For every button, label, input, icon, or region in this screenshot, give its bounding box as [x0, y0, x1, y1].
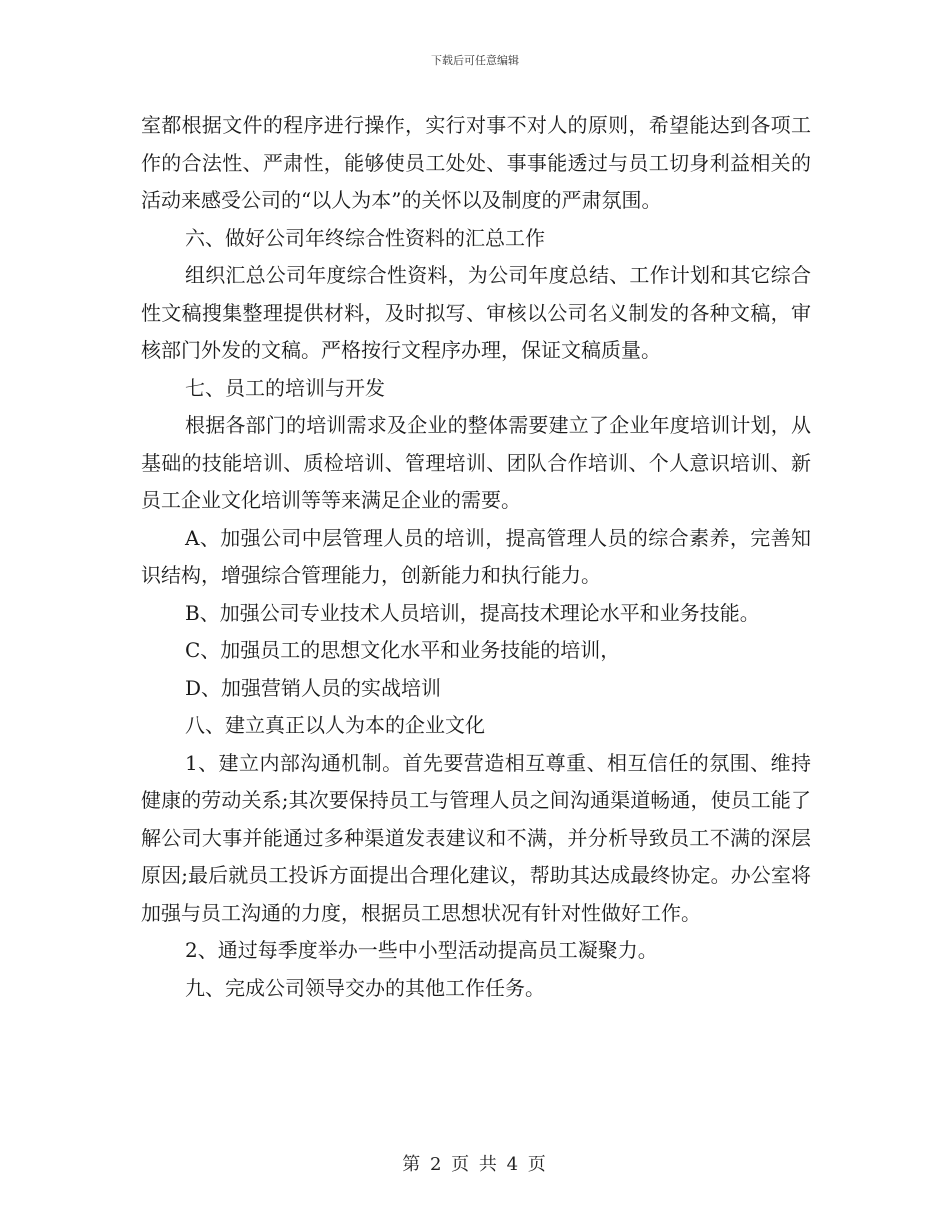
list-item: A、加强公司中层管理人员的培训，提高管理人员的综合素养，完善知识结构，增强综合管理能力，创新能力和执行能力。	[141, 525, 811, 587]
section-heading: 六、做好公司年终综合性资料的汇总工作	[185, 225, 545, 250]
list-item: B、加强公司专业技术人员培训，提高技术理论水平和业务技能。	[185, 600, 760, 625]
section-heading: 九、完成公司领导交办的其他工作任务。	[185, 975, 545, 1000]
document-body	[141, 107, 811, 1007]
paragraph: 根据各部门的培训需求及企业的整体需要建立了企业年度培训计划，从基础的技能培训、质检培训、管理培训、团队合作培训、个人意识培训、新员工企业文化培训等等来满足企业的需要。	[141, 413, 811, 512]
list-item: D、加强营销人员的实战培训	[185, 675, 442, 700]
page-header: 下载后可任意编辑	[431, 54, 519, 67]
list-item: 1、建立内部沟通机制。首先要营造相互尊重、相互信任的氛围、维持健康的劳动关系;其次要保持员工与管理人员之间沟通渠道畅通，使员工能了解公司大事并能通过多种渠道发表建议和不满，并分析导致员工不满的深层原因;最后就员工投诉方面提出合理化建议，帮助其达成最终协定。办公室将加强与员工沟通的力度，根据员工思想状况有针对性做好工作。	[141, 750, 811, 925]
list-item: 2、通过每季度举办一些中小型活动提高员工凝聚力。	[185, 938, 658, 962]
page-number: 第 2 页 共 4 页	[402, 1154, 548, 1175]
section-heading: 七、员工的培训与开发	[185, 375, 385, 400]
list-item: C、加强员工的思想文化水平和业务技能的培训，	[185, 638, 621, 662]
paragraph: 组织汇总公司年度综合性资料，为公司年度总结、工作计划和其它综合性文稿搜集整理提供材料，及时拟写、审核以公司名义制发的各种文稿，审核部门外发的文稿。严格按行文程序办理，保证文稿质量。	[141, 263, 811, 362]
paragraph: 室都根据文件的程序进行操作，实行对事不对人的原则，希望能达到各项工作的合法性、严肃性，能够使员工处处、事事能透过与员工切身利益相关的活动来感受公司的“以人为本”的关怀以及制度的严肃氛围。	[141, 113, 811, 212]
section-heading: 八、建立真正以人为本的企业文化	[185, 713, 485, 737]
